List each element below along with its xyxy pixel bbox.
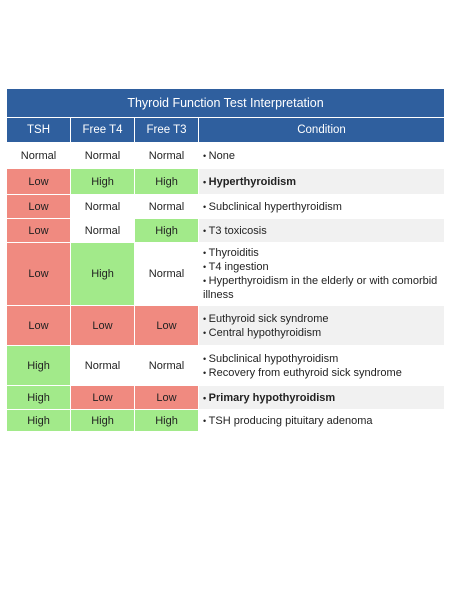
thyroid-table-container bbox=[6, 88, 444, 432]
condition-cell bbox=[199, 346, 445, 386]
free-t3-cell: Low bbox=[135, 386, 199, 410]
table-row bbox=[7, 243, 445, 306]
table-row bbox=[7, 169, 445, 195]
tsh-cell: Low bbox=[7, 169, 71, 195]
tsh-cell: Low bbox=[7, 306, 71, 346]
tsh-cell: Normal bbox=[7, 143, 71, 169]
condition-cell bbox=[199, 169, 445, 195]
free-t4-cell: Low bbox=[71, 306, 135, 346]
tsh-cell: Low bbox=[7, 195, 71, 219]
free-t3-cell: Normal bbox=[135, 346, 199, 386]
header-free-t3: Free T3 bbox=[135, 118, 199, 143]
free-t4-cell: High bbox=[71, 243, 135, 306]
condition-item: • None bbox=[203, 149, 440, 163]
header-condition: Condition bbox=[199, 118, 445, 143]
table-row bbox=[7, 386, 445, 410]
condition-cell bbox=[199, 195, 445, 219]
condition-item: • Euthyroid sick syndrome bbox=[203, 312, 440, 326]
condition-cell bbox=[199, 143, 445, 169]
condition-item: • Hyperthyroidism in the elderly or with comorbid illness bbox=[203, 274, 440, 302]
tsh-cell: Low bbox=[7, 243, 71, 306]
table-row bbox=[7, 410, 445, 432]
thyroid-function-table bbox=[6, 88, 445, 432]
condition-item: • Subclinical hypothyroidism bbox=[203, 352, 440, 366]
table-body bbox=[7, 143, 445, 432]
tsh-cell: High bbox=[7, 410, 71, 432]
free-t4-cell: Normal bbox=[71, 346, 135, 386]
header-tsh: TSH bbox=[7, 118, 71, 143]
free-t4-cell: Normal bbox=[71, 143, 135, 169]
free-t3-cell: Normal bbox=[135, 143, 199, 169]
condition-item: • T3 toxicosis bbox=[203, 224, 440, 238]
free-t3-cell: High bbox=[135, 219, 199, 243]
tsh-cell: Low bbox=[7, 219, 71, 243]
free-t3-cell: High bbox=[135, 410, 199, 432]
table-row bbox=[7, 195, 445, 219]
free-t4-cell: High bbox=[71, 410, 135, 432]
free-t3-cell: Normal bbox=[135, 195, 199, 219]
condition-item: • Thyroiditis bbox=[203, 246, 440, 260]
table-title: Thyroid Function Test Interpretation bbox=[7, 89, 445, 118]
free-t3-cell: Normal bbox=[135, 243, 199, 306]
condition-item: • Central hypothyroidism bbox=[203, 326, 440, 340]
tsh-cell: High bbox=[7, 386, 71, 410]
free-t3-cell: Low bbox=[135, 306, 199, 346]
table-row bbox=[7, 219, 445, 243]
condition-cell bbox=[199, 243, 445, 306]
condition-item: • TSH producing pituitary adenoma bbox=[203, 414, 440, 428]
condition-item: • T4 ingestion bbox=[203, 260, 440, 274]
header-free-t4: Free T4 bbox=[71, 118, 135, 143]
condition-item: • Recovery from euthyroid sick syndrome bbox=[203, 366, 440, 380]
tsh-cell: High bbox=[7, 346, 71, 386]
condition-cell bbox=[199, 386, 445, 410]
free-t4-cell: Normal bbox=[71, 195, 135, 219]
free-t4-cell: Normal bbox=[71, 219, 135, 243]
condition-cell bbox=[199, 410, 445, 432]
table-row bbox=[7, 346, 445, 386]
table-row bbox=[7, 143, 445, 169]
condition-item: • Subclinical hyperthyroidism bbox=[203, 200, 440, 214]
condition-cell bbox=[199, 306, 445, 346]
condition-cell bbox=[199, 219, 445, 243]
condition-item: • Primary hypothyroidism bbox=[203, 391, 440, 405]
table-row bbox=[7, 306, 445, 346]
free-t4-cell: High bbox=[71, 169, 135, 195]
condition-item: • Hyperthyroidism bbox=[203, 175, 440, 189]
free-t4-cell: Low bbox=[71, 386, 135, 410]
free-t3-cell: High bbox=[135, 169, 199, 195]
